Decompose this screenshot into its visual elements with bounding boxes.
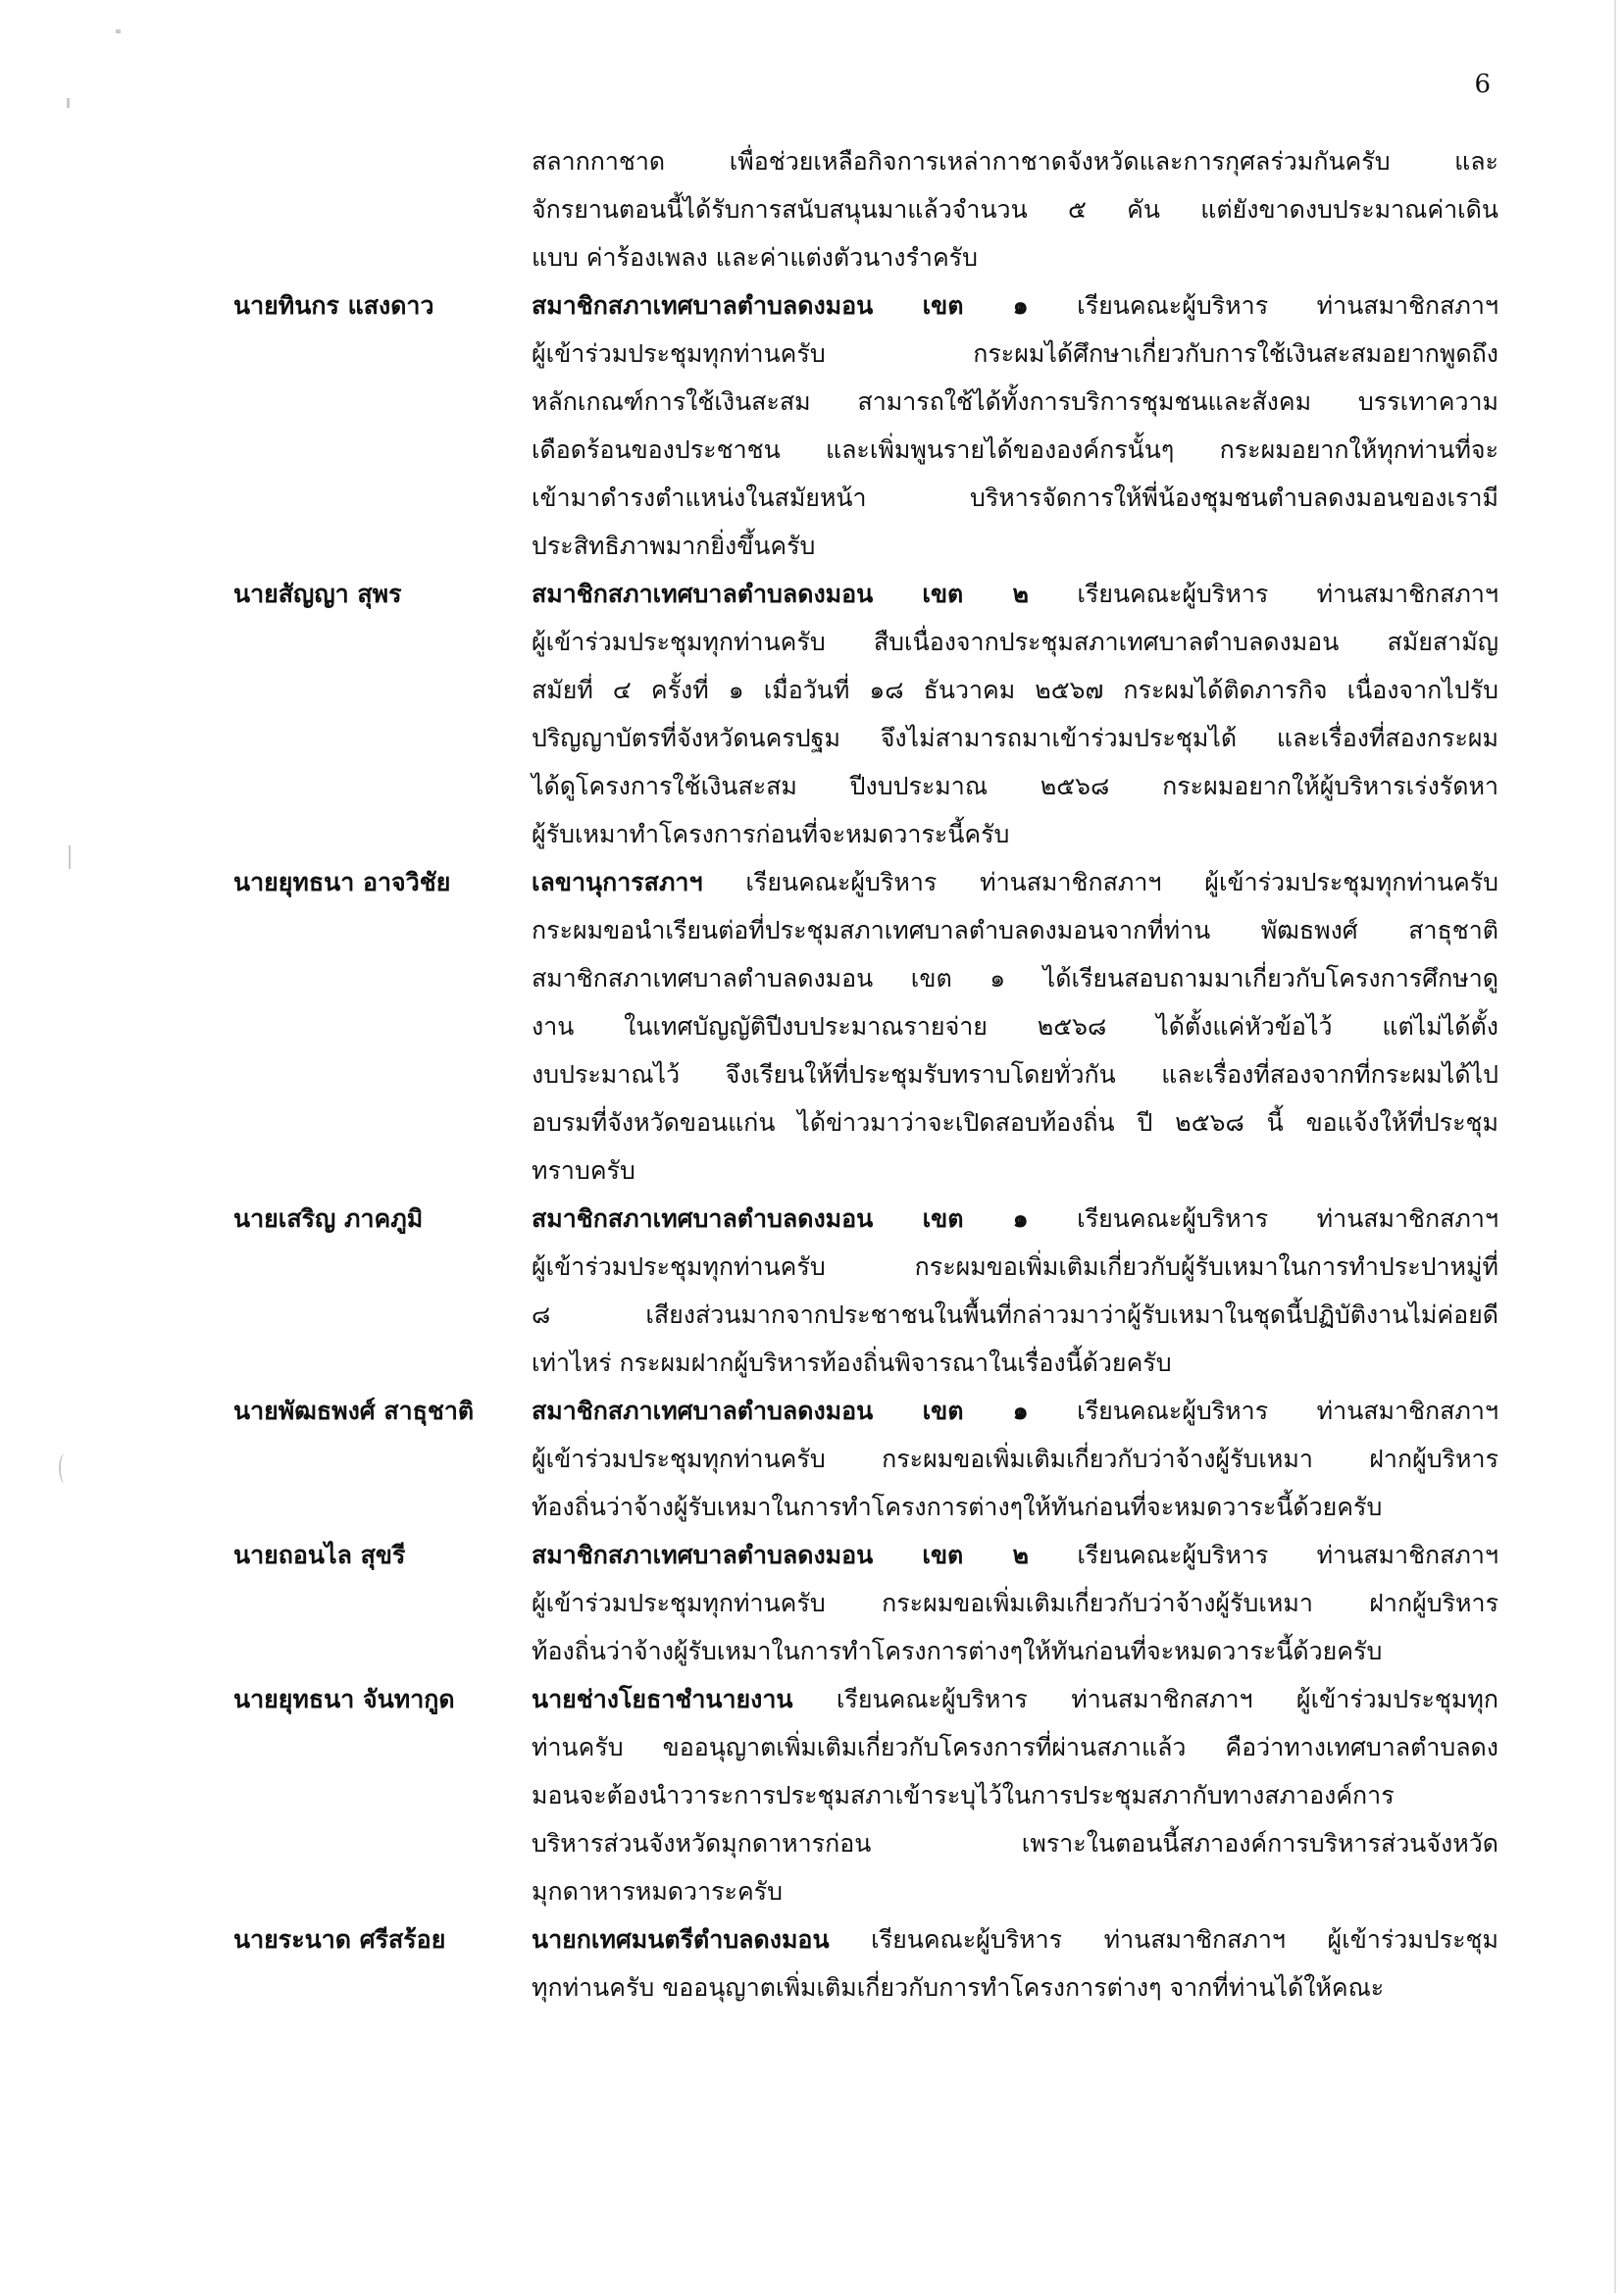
speaker-name: นายระนาด ศรีสร้อย <box>233 1925 446 1954</box>
speech-line <box>532 1098 1498 1146</box>
speaker-role: นายกเทศมนตรีตำบลดงมอน <box>532 1925 830 1954</box>
speech-text <box>532 1195 1498 1387</box>
scan-edge-line <box>1614 0 1616 2293</box>
speech-line <box>532 714 1498 762</box>
speaker-role: สมาชิกสภาเทศบาลตำบลดงมอน เขต ๒ <box>532 580 1029 608</box>
scan-speck <box>59 1453 71 1483</box>
speech-text <box>532 1387 1498 1531</box>
speaker-role: สมาชิกสภาเทศบาลตำบลดงมอน เขต ๒ <box>532 1541 1029 1569</box>
speech-line <box>532 1050 1498 1098</box>
speech-line-text: เรียนคณะผู้บริหาร ท่านสมาชิกสภาฯ <box>1028 580 1498 608</box>
speech-line <box>532 618 1498 666</box>
scan-speck <box>116 29 121 33</box>
speech-line-text: ได้ดูโครงการใช้เงินสะสม ปีงบประมาณ ๒๕๖๘ กระผมอยากให้ผู้บริหารเร่งรัดหา <box>532 772 1498 800</box>
speaker-role: สมาชิกสภาเทศบาลตำบลดงมอน เขต ๑ <box>532 291 1029 320</box>
speech-line-text: ผู้รับเหมาทำโครงการก่อนที่จะหมดวาระนี้ครับ <box>532 820 1010 848</box>
speech-text <box>532 570 1498 858</box>
speech-line <box>532 1627 1498 1675</box>
speech-line-text: อบรมที่จังหวัดขอนแก่น ได้ข่าวมาว่าจะเปิดสอบท้องถิ่น ปี ๒๕๖๘ นี้ ขอแจ้งให้ที่ประชุม <box>532 1108 1498 1137</box>
speech-line <box>532 1387 1498 1435</box>
speech-text <box>532 281 1498 570</box>
minutes-entry <box>233 570 1498 858</box>
speaker-name: นายยุทธนา อาจวิชัย <box>233 868 451 896</box>
speech-line-text: เท่าไหร่ กระผมฝากผู้บริหารท้องถิ่นพิจารณาในเรื่องนี้ด้วยครับ <box>532 1349 1172 1377</box>
speech-text <box>532 1531 1498 1675</box>
speech-line-text: บริหารส่วนจังหวัดมุกดาหารก่อน เพราะในตอนนี้สภาองค์การบริหารส่วนจังหวัด <box>532 1829 1498 1858</box>
speech-line <box>532 281 1498 330</box>
minutes-entry <box>233 1531 1498 1675</box>
speech-line-text: ท้องถิ่นว่าจ้างผู้รับเหมาในการทำโครงการต่างๆให้ทันก่อนที่จะหมดวาระนี้ด้วยครับ <box>532 1637 1383 1665</box>
speaker-name: นายถอนไล สุขรี <box>233 1541 406 1569</box>
speaker-name: นายเสริญ ภาคภูมิ <box>233 1204 424 1233</box>
speaker-role: สมาชิกสภาเทศบาลตำบลดงมอน เขต ๑ <box>532 1397 1029 1425</box>
speech-line <box>532 954 1498 1002</box>
speech-line <box>532 570 1498 618</box>
speech-line <box>532 1195 1498 1243</box>
speech-line-text: สมาชิกสภาเทศบาลตำบลดงมอน เขต ๑ ได้เรียนสอบถามมาเกี่ยวกับโครงการศึกษาดู <box>532 964 1498 993</box>
speech-line-text: ทุกท่านครับ ขออนุญาตเพิ่มเติมเกี่ยวกับการทำโครงการต่างๆ จากที่ท่านได้ให้คณะ <box>532 1973 1385 2002</box>
speech-line <box>532 1243 1498 1291</box>
speech-line-text: จักรยานตอนนี้ได้รับการสนับสนุนมาแล้วจำนวน ๕ คัน แต่ยังขาดงบประมาณค่าเดิน <box>532 195 1498 224</box>
speaker-name: นายยุทธนา จันทากูด <box>233 1685 455 1713</box>
speech-line-text: ท้องถิ่นว่าจ้างผู้รับเหมาในการทำโครงการต่างๆให้ทันก่อนที่จะหมดวาระนี้ด้วยครับ <box>532 1493 1383 1521</box>
speech-line <box>532 1915 1498 1963</box>
speech-line <box>532 1675 1498 1723</box>
scan-speck <box>69 845 71 869</box>
speech-text <box>532 1915 1498 2012</box>
meeting-minutes-body <box>233 137 1498 2012</box>
minutes-entry <box>233 137 1498 281</box>
speech-line <box>532 1146 1498 1195</box>
speaker-role: นายช่างโยธาชำนายงาน <box>532 1685 793 1713</box>
speech-line <box>532 1579 1498 1627</box>
speech-line-text: มุกดาหารหมดวาระครับ <box>532 1877 783 1906</box>
speech-line <box>532 1531 1498 1579</box>
minutes-entry <box>233 858 1498 1195</box>
speech-line <box>532 1963 1498 2012</box>
speech-line <box>532 906 1498 954</box>
speech-line-text: ๘ เสียงส่วนมากจากประชาชนในพื้นที่กล่าวมาว่าผู้รับเหมาในชุดนี้ปฏิบัติงานไม่ค่อยดี <box>532 1300 1498 1329</box>
speech-line <box>532 1339 1498 1387</box>
speech-line-text: เดือดร้อนของประชาชน และเพิ่มพูนรายได้ขององค์กรนั้นๆ กระผมอยากให้ทุกท่านที่จะ <box>532 435 1498 464</box>
speech-line <box>532 474 1498 522</box>
speech-line-text: ผู้เข้าร่วมประชุมทุกท่านครับ กระผมขอเพิ่มเติมเกี่ยวกับว่าจ้างผู้รับเหมา ฝากผู้บริหาร <box>532 1445 1498 1473</box>
speech-line-text: แบบ ค่าร้องเพลง และค่าแต่งตัวนางรำครับ <box>532 243 978 272</box>
speaker-name: นายสัญญา สุพร <box>233 580 402 608</box>
speech-line-text: ทราบครับ <box>532 1156 635 1185</box>
speech-line-text: หลักเกณฑ์การใช้เงินสะสม สามารถใช้ได้ทั้งการบริการชุมชนและสังคม บรรเทาความ <box>532 387 1498 416</box>
speech-line <box>532 1771 1498 1819</box>
speech-line-text: เรียนคณะผู้บริหาร ท่านสมาชิกสภาฯ <box>1028 1204 1498 1233</box>
speech-line <box>532 330 1498 378</box>
speech-line <box>532 522 1498 570</box>
speech-line <box>532 1435 1498 1483</box>
speaker-role: สมาชิกสภาเทศบาลตำบลดงมอน เขต ๑ <box>532 1204 1029 1233</box>
speech-line <box>532 185 1498 233</box>
speech-line-text: เรียนคณะผู้บริหาร ท่านสมาชิกสภาฯ ผู้เข้าร่วมประชุมทุก <box>792 1685 1498 1713</box>
speech-line-text: เรียนคณะผู้บริหาร ท่านสมาชิกสภาฯ ผู้เข้าร่วมประชุมทุกท่านครับ <box>702 868 1498 896</box>
speech-line <box>532 1002 1498 1050</box>
speech-line <box>532 1291 1498 1339</box>
page-number: 6 <box>1474 70 1491 99</box>
speech-line-text: ผู้เข้าร่วมประชุมทุกท่านครับ สืบเนื่องจากประชุมสภาเทศบาลตำบลดงมอน สมัยสามัญ <box>532 628 1498 656</box>
speech-line <box>532 1867 1498 1915</box>
speech-line-text: สลากกาชาด เพื่อช่วยเหลือกิจการเหล่ากาชาดจังหวัดและการกุศลร่วมกันครับ และ <box>532 147 1498 176</box>
speech-line <box>532 762 1498 810</box>
speech-line-text: ประสิทธิภาพมากยิ่งขึ้นครับ <box>532 532 816 560</box>
speech-text <box>532 137 1498 281</box>
speech-line-text: ท่านครับ ขออนุญาตเพิ่มเติมเกี่ยวกับโครงการที่ผ่านสภาแล้ว คือว่าทางเทศบาลตำบลดง <box>532 1733 1498 1761</box>
minutes-entry <box>233 281 1498 570</box>
speech-line-text: เรียนคณะผู้บริหาร ท่านสมาชิกสภาฯ <box>1028 1397 1498 1425</box>
speech-line-text: เรียนคณะผู้บริหาร ท่านสมาชิกสภาฯ ผู้เข้าร่วมประชุม <box>829 1925 1498 1954</box>
speaker-name: นายทินกร แสงดาว <box>233 291 434 320</box>
speech-line-text: ผู้เข้าร่วมประชุมทุกท่านครับ กระผมขอเพิ่มเติมเกี่ยวกับว่าจ้างผู้รับเหมา ฝากผู้บริหาร <box>532 1589 1498 1617</box>
speech-line-text: ผู้เข้าร่วมประชุมทุกท่านครับ กระผมได้ศึกษาเกี่ยวกับการใช้เงินสะสมอยากพูดถึง <box>532 339 1498 368</box>
speech-text <box>532 1675 1498 1915</box>
speech-line-text: กระผมขอนำเรียนต่อที่ประชุมสภาเทศบาลตำบลดงมอนจากที่ท่าน พัฒธพงศ์ สาธุชาติ <box>532 916 1498 944</box>
speaker-name: นายพัฒธพงศ์ สาธุชาติ <box>233 1397 475 1425</box>
speech-line <box>532 1723 1498 1771</box>
speech-line-text: มอนจะต้องนำวาระการประชุมสภาเข้าระบุไว้ในการประชุมสภากับทางสภาองค์การ <box>532 1781 1395 1809</box>
minutes-entry <box>233 1387 1498 1531</box>
speech-line <box>532 666 1498 714</box>
speech-line <box>532 810 1498 858</box>
speech-line <box>532 1819 1498 1867</box>
speech-line-text: เข้ามาดำรงตำแหน่งในสมัยหน้า บริหารจัดการให้พี่น้องชุมชนตำบลดงมอนของเรามี <box>532 484 1498 512</box>
minutes-entry <box>233 1195 1498 1387</box>
speech-line-text: ผู้เข้าร่วมประชุมทุกท่านครับ กระผมขอเพิ่มเติมเกี่ยวกับผู้รับเหมาในการทำประปาหมู่ที่ <box>532 1252 1498 1281</box>
speech-line <box>532 426 1498 474</box>
speech-line <box>532 233 1498 281</box>
speech-line-text: เรียนคณะผู้บริหาร ท่านสมาชิกสภาฯ <box>1028 291 1498 320</box>
speech-line <box>532 137 1498 185</box>
speaker-role: เลขานุการสภาฯ <box>532 868 703 896</box>
speech-line <box>532 1483 1498 1531</box>
speech-text <box>532 858 1498 1195</box>
scan-speck <box>67 98 70 108</box>
speech-line-text: งาน ในเทศบัญญัติปีงบประมาณรายจ่าย ๒๕๖๘ ได้ตั้งแค่หัวข้อไว้ แต่ไม่ได้ตั้ง <box>532 1012 1498 1041</box>
speech-line-text: เรียนคณะผู้บริหาร ท่านสมาชิกสภาฯ <box>1028 1541 1498 1569</box>
minutes-entry <box>233 1915 1498 2012</box>
minutes-entry <box>233 1675 1498 1915</box>
speech-line <box>532 378 1498 426</box>
speech-line-text: ปริญญาบัตรที่จังหวัดนครปฐม จึงไม่สามารถมาเข้าร่วมประชุมได้ และเรื่องที่สองกระผม <box>532 724 1498 752</box>
speech-line <box>532 858 1498 906</box>
speech-line-text: สมัยที่ ๔ ครั้งที่ ๑ เมื่อวันที่ ๑๘ ธันวาคม ๒๕๖๗ กระผมได้ติดภารกิจ เนื่องจากไปรับ <box>532 676 1498 704</box>
speech-line-text: งบประมาณไว้ จึงเรียนให้ที่ประชุมรับทราบโดยทั่วกัน และเรื่องที่สองจากที่กระผมได้ไป <box>532 1060 1498 1089</box>
